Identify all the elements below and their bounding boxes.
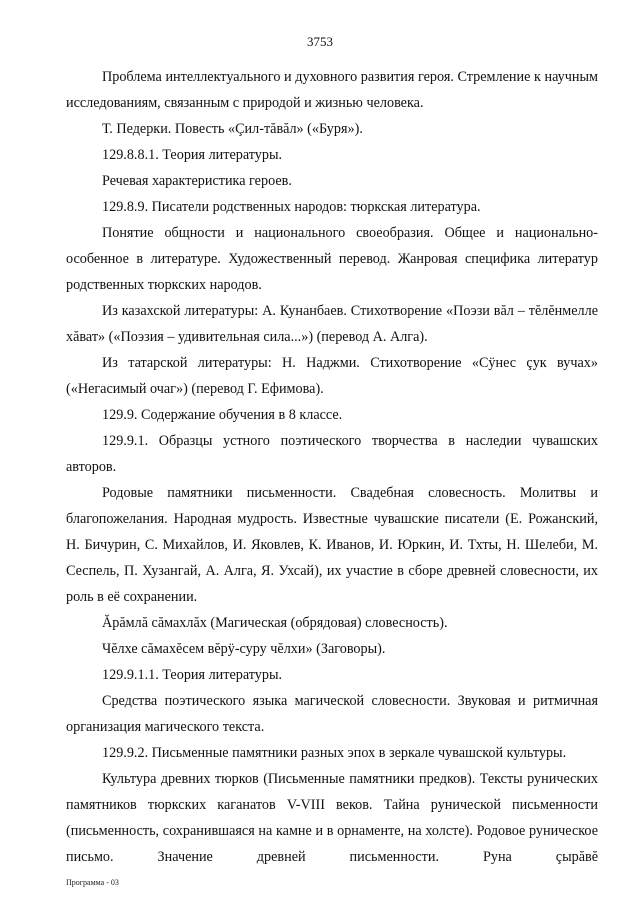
section-heading: 129.9.1. Образцы устного поэтического творчества в наследии чувашских авторов.	[66, 433, 598, 475]
footer-label: Программа - 03	[66, 878, 119, 887]
section-heading: 129.9. Содержание обучения в 8 классе.	[102, 407, 343, 423]
section-heading: 129.9.2. Письменные памятники разных эпох в зеркале чувашской культуры.	[102, 745, 567, 761]
document-body	[66, 64, 598, 870]
paragraph: Понятие общности и национального своеобразия. Общее и национально-особенное в литературе. Художественный перевод. Жанровая специфика литератур родственных тюркских народов.	[66, 225, 598, 293]
section-heading: 129.8.8.1. Теория литературы.	[102, 147, 283, 163]
paragraph: Ăрăмлă сăмахлăх (Магическая (обрядовая) словесность).	[102, 615, 448, 631]
paragraph: Из татарской литературы: Н. Наджми. Стихотворение «Сÿнес çук вучах» («Негасимый очаг») (перевод Г. Ефимова).	[66, 355, 598, 397]
paragraph: Культура древних тюрков (Письменные памятники предков). Тексты рунических памятников тюркских каганатов V-VIII веков. Тайна рунической письменности (письменность, сохранившаяся на камне и в орнаменте, на холсте). Родовое руническое письмо. Значение древней письменности. Руна çырăвĕ	[66, 771, 598, 865]
page-number: 3753	[307, 34, 333, 49]
paragraph: Т. Педерки. Повесть «Çил-тăвăл» («Буря»).	[102, 121, 363, 137]
paragraph: Проблема интеллектуального и духовного развития героя. Стремление к научным исследованиям, связанным с природой и жизнью человека.	[66, 69, 598, 111]
paragraph: Чĕлхе сăмахĕсем вĕрÿ-суру чĕлхи» (Заговоры).	[102, 641, 386, 657]
paragraph: Родовые памятники письменности. Свадебная словесность. Молитвы и благопожелания. Народная мудрость. Известные чувашские писатели (Е. Рожанский, Н. Бичурин, С. Михайлов, И. Яковлев, К. Иванов, И. Юркин, И. Тхты, Н. Шелеби, М. Сеспель, П. Хузангай, А. Алга, Я. Ухсай), их участие в сборе древней словесности, их роль в её сохранении.	[66, 485, 598, 605]
section-heading: 129.8.9. Писатели родственных народов: тюркская литература.	[102, 199, 481, 215]
paragraph: Речевая характеристика героев.	[102, 173, 292, 189]
paragraph: Средства поэтического языка магической словесности. Звуковая и ритмичная организация магического текста.	[66, 693, 598, 735]
paragraph: Из казахской литературы: А. Кунанбаев. Стихотворение «Поэзи вăл – тĕлĕнмелле хăват» («Поэзия – удивительная сила...») (перевод А. Алга).	[66, 303, 598, 345]
section-heading: 129.9.1.1. Теория литературы.	[102, 667, 283, 683]
